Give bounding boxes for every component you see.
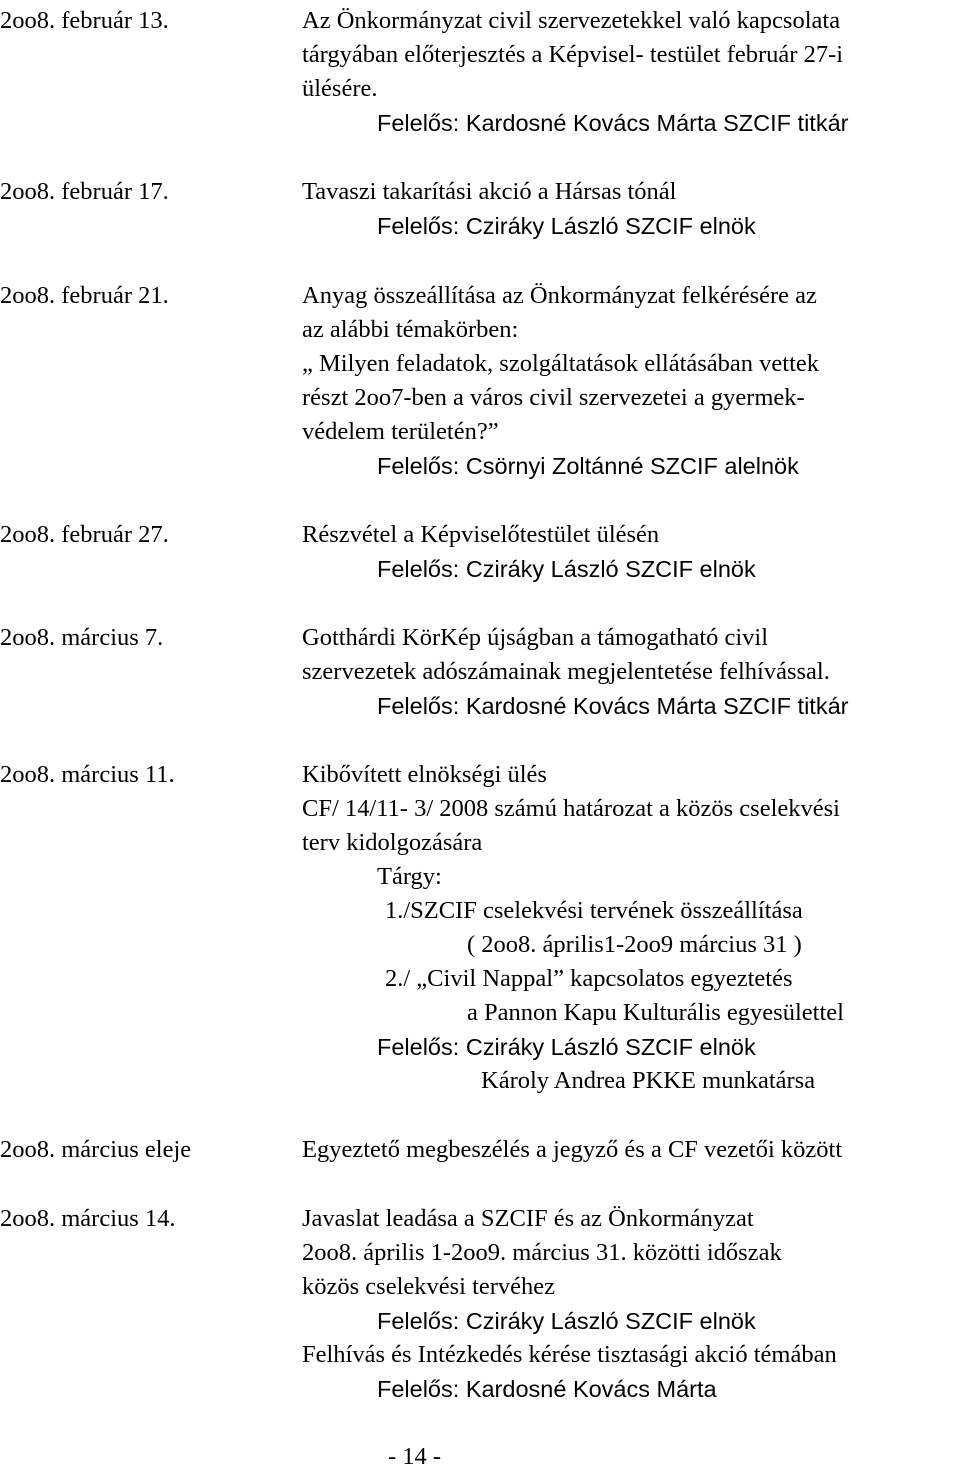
entry-date: 2oo8. március 14. — [0, 1205, 176, 1232]
entry-responsible: Felelős: Cziráky László SZCIF elnök — [377, 556, 756, 582]
entry-text: CF/ 14/11- 3/ 2008 számú határozat a közös cselekvési — [302, 795, 840, 822]
entry-text: Javaslat leadása a SZCIF és az Önkormányzat — [302, 1205, 754, 1232]
entry-responsible: Felelős: Kardosné Kovács Márta — [377, 1376, 717, 1402]
entry-date: 2oo8. március eleje — [0, 1136, 192, 1163]
entry-responsible: Felelős: Kardosné Kovács Márta SZCIF titkár — [377, 110, 849, 136]
entry-text: Tavaszi takarítási akció a Hársas tónál — [302, 178, 677, 205]
entry-text: „ Milyen feladatok, szolgáltatások ellátásában vettek — [302, 350, 820, 377]
entry-date: 2oo8. március 11. — [0, 761, 175, 788]
entry-text: ( 2oo8. április1-2oo9 március 31 ) — [467, 931, 802, 958]
entry-text: Anyag összeállítása az Önkormányzat felkérésére az — [302, 282, 817, 309]
entry-text: terv kidolgozására — [302, 829, 483, 856]
entry-text: 2./ „Civil Nappal” kapcsolatos egyeztetés — [385, 965, 793, 992]
entry-text: közös cselekvési tervéhez — [302, 1273, 556, 1300]
entry-text: tárgyában előterjesztés a Képvisel- testület február 27-i — [302, 41, 844, 68]
entry-text: védelem területén?” — [302, 418, 499, 445]
entry-date: 2oo8. február 13. — [0, 7, 169, 34]
entry-responsible: Felelős: Kardosné Kovács Márta SZCIF titkár — [377, 693, 849, 719]
entry-date: 2oo8. február 21. — [0, 282, 169, 309]
entry-text: Tárgy: — [377, 863, 442, 890]
entry-text: részt 2oo7-ben a város civil szervezetei a gyermek- — [302, 384, 805, 411]
entry-date: 2oo8. február 27. — [0, 521, 169, 548]
entry-text: Részvétel a Képviselőtestület ülésén — [302, 521, 660, 548]
entry-text: Az Önkormányzat civil szervezetekkel való kapcsolata — [302, 7, 841, 34]
entry-responsible: Felelős: Csörnyi Zoltánné SZCIF alelnök — [377, 453, 799, 479]
entry-text: Kibővített elnökségi ülés — [302, 761, 547, 788]
entry-date: 2oo8. március 7. — [0, 624, 164, 651]
entry-text: 2oo8. április 1-2oo9. március 31. közötti időszak — [302, 1239, 782, 1266]
entry-text: az alábbi témakörben: — [302, 316, 519, 343]
entry-text: Egyeztető megbeszélés a jegyző és a CF vezetői között — [302, 1136, 843, 1163]
entry-responsible: Felelős: Cziráky László SZCIF elnök — [377, 1034, 756, 1060]
page-number: - 14 - — [388, 1443, 442, 1470]
entry-responsible: Felelős: Cziráky László SZCIF elnök — [377, 1308, 756, 1334]
entry-text: 1./SZCIF cselekvési tervének összeállítása — [385, 897, 803, 924]
entry-responsible: Károly Andrea PKKE munkatársa — [481, 1067, 816, 1094]
entry-text: szervezetek adószámainak megjelentetése felhívással. — [302, 658, 830, 685]
entry-text: Felhívás és Intézkedés kérése tisztasági akció témában — [302, 1341, 837, 1368]
entry-text: ülésére. — [302, 75, 378, 102]
entry-responsible: Felelős: Cziráky László SZCIF elnök — [377, 213, 756, 239]
entry-date: 2oo8. február 17. — [0, 178, 169, 205]
entry-text: Gotthárdi KörKép újságban a támogatható civil — [302, 624, 769, 651]
entry-text: a Pannon Kapu Kulturális egyesülettel — [467, 999, 844, 1026]
